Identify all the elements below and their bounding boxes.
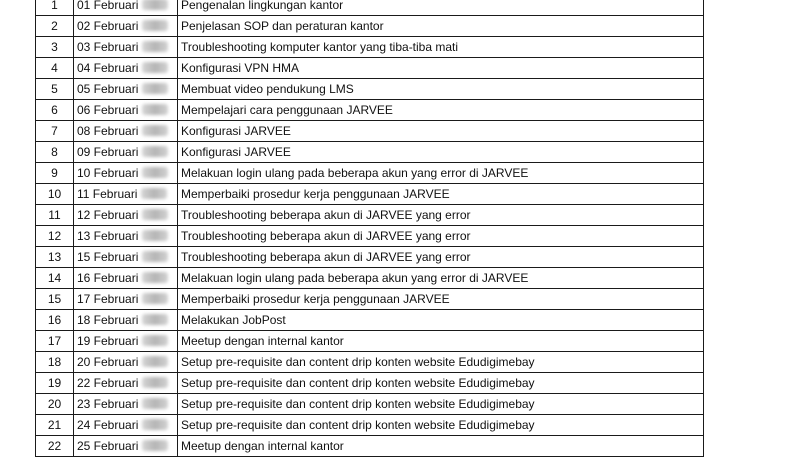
date-cell [74, 436, 178, 457]
redacted-year [142, 125, 168, 136]
activity-cell: Meetup dengan internal kantor [178, 331, 704, 352]
redacted-year [142, 356, 168, 367]
date-text: 22 Februari [77, 376, 139, 390]
activity-log-table [35, 0, 704, 457]
date-text: 15 Februari [77, 250, 139, 264]
date-cell [74, 79, 178, 100]
date-cell [74, 205, 178, 226]
date-cell [74, 16, 178, 37]
redacted-year [142, 251, 168, 262]
table-row [36, 121, 704, 142]
date-text: 23 Februari [77, 397, 139, 411]
activity-cell: Penjelasan SOP dan peraturan kantor [178, 16, 704, 37]
activity-cell: Konfigurasi VPN HMA [178, 58, 704, 79]
date-text: 01 Februari [77, 0, 139, 12]
row-number: 16 [36, 310, 74, 331]
row-number: 5 [36, 79, 74, 100]
date-text: 03 Februari [77, 40, 139, 54]
row-number: 22 [36, 436, 74, 457]
redacted-year [142, 272, 168, 283]
row-number: 13 [36, 247, 74, 268]
table-row [36, 289, 704, 310]
date-cell [74, 394, 178, 415]
table-row [36, 205, 704, 226]
activity-cell: Meetup dengan internal kantor [178, 436, 704, 457]
redacted-year [141, 188, 167, 199]
row-number: 8 [36, 142, 74, 163]
redacted-year [142, 335, 168, 346]
date-text: 24 Februari [77, 418, 139, 432]
table-row [36, 352, 704, 373]
date-cell [74, 310, 178, 331]
row-number: 19 [36, 373, 74, 394]
row-number: 1 [36, 0, 74, 16]
table-row [36, 268, 704, 289]
table-row [36, 58, 704, 79]
table-row [36, 16, 704, 37]
date-cell [74, 331, 178, 352]
activity-cell: Troubleshooting komputer kantor yang tiba-tiba mati [178, 37, 704, 58]
date-text: 05 Februari [77, 82, 139, 96]
date-cell [74, 415, 178, 436]
row-number: 6 [36, 100, 74, 121]
activity-cell: Konfigurasi JARVEE [178, 121, 704, 142]
row-number: 7 [36, 121, 74, 142]
date-cell [74, 268, 178, 289]
table-row [36, 415, 704, 436]
redacted-year [142, 83, 168, 94]
activity-cell: Memperbaiki prosedur kerja penggunaan JARVEE [178, 289, 704, 310]
redacted-year [142, 230, 168, 241]
activity-cell: Setup pre-requisite dan content drip konten website Edudigimebay [178, 352, 704, 373]
table-row [36, 331, 704, 352]
activity-cell: Troubleshooting beberapa akun di JARVEE yang error [178, 205, 704, 226]
activity-cell: Konfigurasi JARVEE [178, 142, 704, 163]
activity-cell: Mempelajari cara penggunaan JARVEE [178, 100, 704, 121]
activity-cell: Pengenalan lingkungan kantor [178, 0, 704, 16]
date-cell [74, 289, 178, 310]
activity-log-body [36, 0, 704, 457]
date-text: 02 Februari [77, 19, 139, 33]
date-text: 19 Februari [77, 334, 139, 348]
table-row [36, 100, 704, 121]
date-cell [74, 352, 178, 373]
date-cell [74, 142, 178, 163]
redacted-year [142, 62, 168, 73]
activity-cell: Setup pre-requisite dan content drip konten website Edudigimebay [178, 415, 704, 436]
table-row [36, 163, 704, 184]
row-number: 10 [36, 184, 74, 205]
redacted-year [142, 41, 168, 52]
row-number: 20 [36, 394, 74, 415]
date-text: 16 Februari [77, 271, 139, 285]
date-cell [74, 0, 178, 16]
row-number: 21 [36, 415, 74, 436]
activity-cell: Setup pre-requisite dan content drip konten website Edudigimebay [178, 373, 704, 394]
row-number: 14 [36, 268, 74, 289]
date-cell [74, 226, 178, 247]
table-row [36, 226, 704, 247]
date-text: 09 Februari [77, 145, 139, 159]
redacted-year [142, 104, 168, 115]
table-row [36, 394, 704, 415]
redacted-year [142, 20, 168, 31]
date-text: 13 Februari [77, 229, 139, 243]
row-number: 3 [36, 37, 74, 58]
table-row [36, 247, 704, 268]
activity-cell: Setup pre-requisite dan content drip konten website Edudigimebay [178, 394, 704, 415]
table-row [36, 436, 704, 457]
row-number: 15 [36, 289, 74, 310]
date-text: 25 Februari [77, 439, 139, 453]
activity-cell: Troubleshooting beberapa akun di JARVEE yang error [178, 226, 704, 247]
date-text: 11 Februari [77, 187, 138, 201]
row-number: 11 [36, 205, 74, 226]
redacted-year [142, 440, 168, 451]
date-cell [74, 121, 178, 142]
redacted-year [142, 398, 168, 409]
redacted-year [142, 293, 168, 304]
date-cell [74, 184, 178, 205]
redacted-year [142, 419, 168, 430]
date-cell [74, 373, 178, 394]
redacted-year [142, 146, 168, 157]
redacted-year [142, 0, 168, 10]
row-number: 17 [36, 331, 74, 352]
date-text: 10 Februari [77, 166, 139, 180]
date-text: 18 Februari [77, 313, 139, 327]
table-row [36, 373, 704, 394]
date-text: 20 Februari [77, 355, 139, 369]
date-text: 06 Februari [77, 103, 139, 117]
redacted-year [142, 209, 168, 220]
table-row [36, 142, 704, 163]
date-cell [74, 247, 178, 268]
activity-cell: Melakukan JobPost [178, 310, 704, 331]
row-number: 9 [36, 163, 74, 184]
date-text: 08 Februari [77, 124, 139, 138]
row-number: 2 [36, 16, 74, 37]
activity-cell: Troubleshooting beberapa akun di JARVEE yang error [178, 247, 704, 268]
date-text: 17 Februari [77, 292, 139, 306]
table-row [36, 79, 704, 100]
date-cell [74, 163, 178, 184]
date-cell [74, 37, 178, 58]
date-cell [74, 100, 178, 121]
row-number: 18 [36, 352, 74, 373]
redacted-year [142, 314, 168, 325]
row-number: 4 [36, 58, 74, 79]
activity-cell: Memperbaiki prosedur kerja penggunaan JARVEE [178, 184, 704, 205]
table-row [36, 184, 704, 205]
activity-cell: Melakuan login ulang pada beberapa akun yang error di JARVEE [178, 163, 704, 184]
date-cell [74, 58, 178, 79]
row-number: 12 [36, 226, 74, 247]
date-text: 12 Februari [77, 208, 139, 222]
table-row [36, 310, 704, 331]
table-row [36, 37, 704, 58]
table-row [36, 0, 704, 16]
redacted-year [142, 167, 168, 178]
activity-cell: Membuat video pendukung LMS [178, 79, 704, 100]
redacted-year [142, 377, 168, 388]
date-text: 04 Februari [77, 61, 139, 75]
activity-cell: Melakuan login ulang pada beberapa akun yang error di JARVEE [178, 268, 704, 289]
